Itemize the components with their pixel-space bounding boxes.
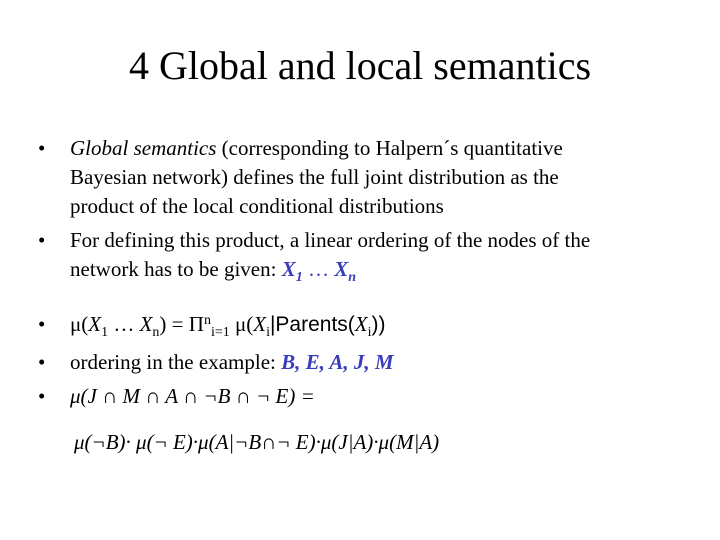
subscript: n — [348, 270, 357, 285]
equals: ) = — [159, 312, 189, 336]
bullet-body — [70, 382, 315, 411]
ellipsis: … — [302, 257, 335, 281]
bullet-dot: • — [38, 384, 46, 408]
subscript: 1 — [101, 325, 109, 340]
bullet-dot: • — [38, 228, 46, 252]
slide-title: 4 Global and local semantics — [128, 43, 592, 88]
subscript: i=1 — [210, 325, 230, 340]
product-symbol: Π — [188, 312, 204, 336]
bullet-text: (corresponding to Halpern´s quantitative — [216, 136, 563, 160]
mu-symbol: μ — [70, 312, 82, 336]
subscript: i — [367, 325, 372, 340]
subscript: n — [152, 325, 160, 340]
ordering-list: B, E, A, J, M — [281, 350, 394, 374]
paren: ( — [81, 312, 89, 336]
bullet-line — [70, 348, 394, 377]
bullet-line: Bayesian network) defines the full joint distribution as the — [70, 165, 559, 189]
bullet-line — [70, 255, 590, 287]
bullet-body — [70, 226, 590, 287]
paren: ( — [246, 312, 254, 336]
var-x: X — [281, 257, 296, 281]
query-expression: μ(J ∩ M ∩ A ∩ ¬B ∩ ¬ E) = — [70, 384, 315, 408]
var-x1 — [281, 257, 303, 285]
subscript: i — [266, 325, 270, 340]
paren: )) — [371, 313, 386, 336]
expanded-formula: μ(¬B)· μ(¬ E)·μ(A|¬B∩¬ E)·μ(J|A)·μ(M|A) — [74, 430, 440, 454]
bullet-body — [70, 348, 394, 377]
superscript: n — [203, 313, 211, 328]
bullet-text: ordering in the example: — [70, 350, 282, 374]
bullet-dot: • — [38, 136, 46, 160]
ellipsis: … — [108, 312, 140, 336]
bullet-line: For defining this product, a linear ordering of the nodes of the — [70, 228, 591, 252]
var-x: X — [253, 312, 267, 336]
bullet-line: product of the local conditional distributions — [70, 194, 444, 218]
mu-symbol: μ — [234, 312, 247, 336]
var-xn — [334, 257, 357, 285]
joint-formula — [70, 310, 386, 342]
bullet-body — [70, 134, 563, 221]
global-semantics-term: Global semantics — [70, 136, 217, 160]
var-x: X — [354, 312, 368, 336]
bullet-dot: • — [38, 350, 46, 374]
bullet-dot: • — [38, 312, 46, 336]
var-x: X — [334, 257, 349, 281]
parents-text: |Parents( — [269, 313, 355, 336]
bullet-line — [70, 134, 563, 163]
bullet-body — [70, 310, 386, 342]
var-x: X — [88, 312, 102, 336]
subscript: 1 — [295, 270, 303, 285]
var-x: X — [139, 312, 153, 336]
bullet-text: network has to be given: — [70, 257, 282, 281]
